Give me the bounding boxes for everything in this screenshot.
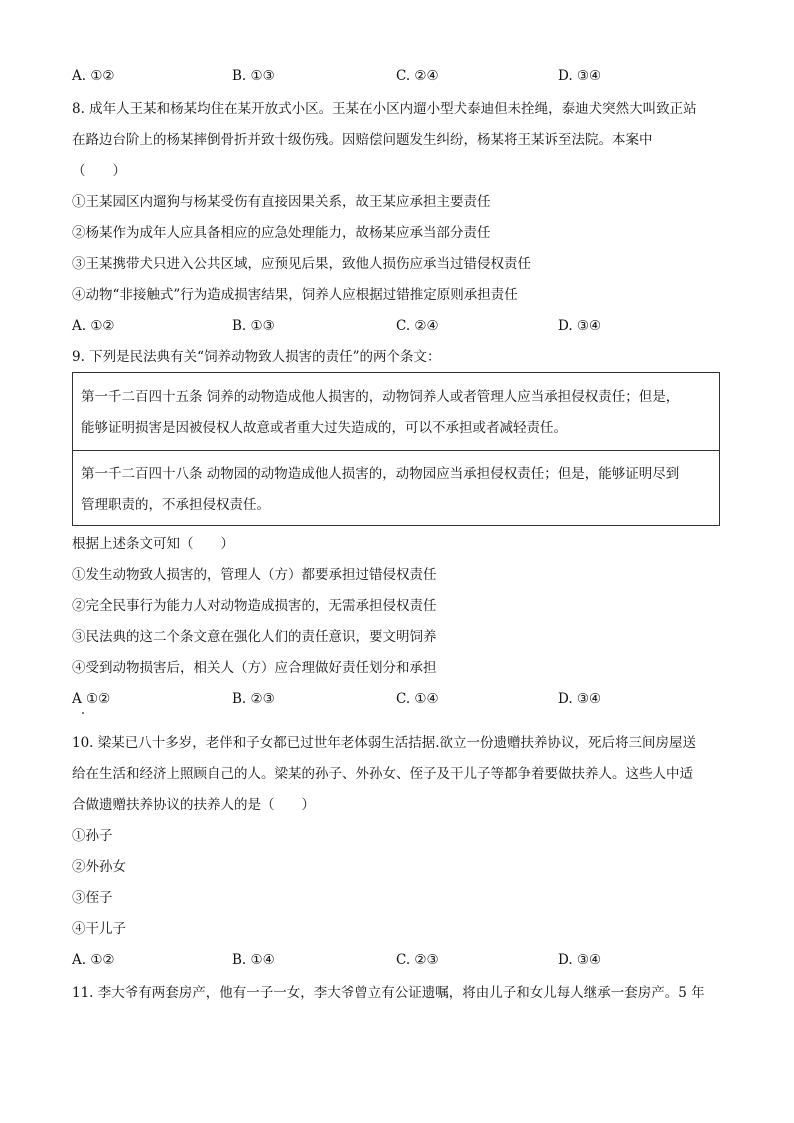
q10-options (72, 950, 732, 970)
q9-statement-1: ①发生动物致人损害的，管理人（方）都要承担过错侵权责任 (72, 567, 437, 583)
q9-option-a[interactable]: A ①② (72, 691, 111, 707)
q10-statement-4: ④干儿子 (72, 921, 126, 937)
q9-statement-4: ④受到动物损害后，相关人（方）应合理做好责任划分和承担 (72, 660, 437, 676)
stray-mark (82, 712, 84, 714)
q11-stem-line1: 11. 李大爷有两套房产，他有一子一女，李大爷曾立有公证遗嘱，将由儿子和女儿每人继承一套房产。5 年 (72, 985, 705, 1001)
article-1248-line1: 第一千二百四十八条 动物园的动物造成他人损害的，动物园应当承担侵权责任；但是，能够证明尽到 (81, 466, 680, 482)
q8-statement-3: ③王某携带犬只进入公共区域，应预见后果，致他人损伤应承当过错侵权责任 (72, 256, 531, 272)
q10-stem-line1: 10. 梁某已八十多岁，老伴和子女都已过世年老体弱生活拮据.欲立一份遗赠扶养协议，死后将三间房屋送 (72, 735, 697, 751)
q10-option-a[interactable]: A. ①② (72, 952, 115, 968)
q9-options (72, 689, 732, 709)
q8-statement-4: ④动物“非接触式”行为造成损害结果，饲养人应根据过错推定原则承担责任 (72, 287, 518, 303)
q9-option-d[interactable]: D. ③④ (558, 691, 602, 707)
article-1245-line2: 能够证明损害是因被侵权人故意或者重大过失造成的，可以不承担或者减轻责任。 (81, 420, 567, 436)
q10-statement-3: ③侄子 (72, 890, 113, 906)
q9-statement-3: ③民法典的这二个条文意在强化人们的责任意识，要文明饲养 (72, 629, 437, 645)
option-c[interactable]: C. ②④ (396, 68, 439, 84)
q8-stem-line1: 8. 成年人王某和杨某均住在某开放式小区。王某在小区内遛小型犬泰迪但未拴绳，泰迪犬突然大叫致正站 (72, 101, 697, 117)
q9-statement-2: ②完全民事行为能力人对动物造成损害的，无需承担侵权责任 (72, 598, 437, 614)
q10-stem-line2: 给在生活和经济上照顾自己的人。梁某的孙子、外孙女、侄子及干儿子等都争着要做扶养人。这些人中适 (72, 766, 693, 782)
q8-option-a[interactable]: A. ①② (72, 318, 115, 334)
prev-question-options (72, 66, 732, 86)
option-a[interactable]: A. ①② (72, 68, 115, 84)
article-1248-line2: 管理职责的，不承担侵权责任。 (81, 497, 270, 513)
q8-option-b[interactable]: B. ①③ (232, 318, 275, 334)
q8-option-d[interactable]: D. ③④ (558, 318, 602, 334)
q9-option-c[interactable]: C. ①④ (396, 691, 439, 707)
q10-option-d[interactable]: D. ③④ (558, 952, 602, 968)
q10-statement-2: ②外孙女 (72, 859, 126, 875)
q10-stem-line3: 合做遗赠扶养协议的扶养人的是（ ） (72, 797, 315, 813)
q10-statement-1: ①孙子 (72, 828, 113, 844)
q8-option-c[interactable]: C. ②④ (396, 318, 439, 334)
option-d[interactable]: D. ③④ (558, 68, 602, 84)
q8-options (72, 316, 732, 336)
article-1245-line1: 第一千二百四十五条 饲养的动物造成他人损害的，动物饲养人或者管理人应当承担侵权责任；但是， (81, 389, 680, 405)
q10-option-c[interactable]: C. ②③ (396, 952, 439, 968)
q8-answer-blank: （ ） (72, 163, 126, 179)
q9-law-articles-box (72, 372, 720, 526)
option-b[interactable]: B. ①③ (232, 68, 275, 84)
q9-option-b[interactable]: B. ②③ (232, 691, 275, 707)
q10-option-b[interactable]: B. ①④ (232, 952, 275, 968)
q9-lead: 根据上述条文可知（ ） (72, 536, 234, 552)
q8-stem-line2: 在路边台阶上的杨某摔倒骨折并致十级伤残。因赔偿问题发生纠纷，杨某将王某诉至法院。本案中 (72, 132, 653, 148)
q8-statement-1: ①王某园区内遛狗与杨某受伤有直接因果关系，故王某应承担主要责任 (72, 194, 491, 210)
q9-stem: 9. 下列是民法典有关“饲养动物致人损害的责任”的两个条文： (72, 349, 441, 365)
q8-statement-2: ②杨某作为成年人应具备相应的应急处理能力，故杨某应承当部分责任 (72, 225, 491, 241)
box-divider (73, 450, 719, 451)
